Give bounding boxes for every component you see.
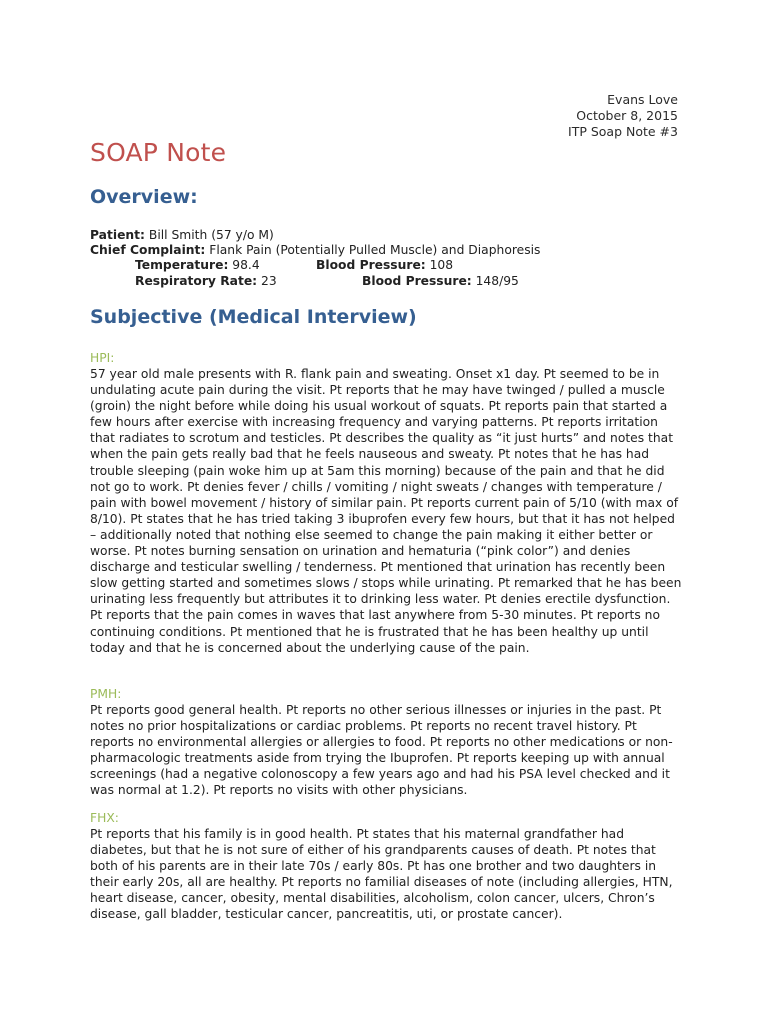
overview-heading: Overview: bbox=[90, 186, 198, 208]
vitals-row-2 bbox=[90, 274, 690, 289]
respiratory-rate-label: Respiratory Rate: bbox=[135, 273, 258, 288]
fhx-label: FHX: bbox=[90, 811, 119, 825]
chief-complaint-label: Chief Complaint: bbox=[90, 243, 206, 258]
respiratory-rate-value: 23 bbox=[257, 273, 277, 288]
document-header bbox=[568, 92, 678, 140]
temperature bbox=[135, 258, 260, 273]
patient-line bbox=[90, 228, 690, 243]
blood-pressure-1 bbox=[316, 258, 453, 273]
patient-info bbox=[90, 228, 690, 289]
note-id: ITP Soap Note #3 bbox=[568, 124, 678, 139]
subjective-heading: Subjective (Medical Interview) bbox=[90, 306, 417, 328]
vitals-row-1 bbox=[90, 258, 690, 273]
pmh-text: Pt reports good general health. Pt reports no other serious illnesses or injuries in the past. Pt notes no prior hospitalizations or cardiac problems. Pt reports no recent travel history. Pt reports no environmental allergies or allergies to food. Pt reports no other medications or non-pharmacologic treatments aside from trying the Ibuprofen. Pt reports keeping up with annual screenings (had a negative colonoscopy a few years ago and had his PSA level checked and it was normal at 1.2). Pt reports no visits with other physicians. bbox=[90, 703, 673, 798]
fhx-text: Pt reports that his family is in good health. Pt states that his maternal grandfather had diabetes, but that he is not sure of either of his grandparents causes of death. Pt notes that both of his parents are in their late 70s / early 80s. Pt has one brother and two daughters in their early 20s, all are healthy. Pt reports no familial diseases of note (including allergies, HTN, heart disease, cancer, obesity, mental disabilities, alcoholism, colon cancer, ulcers, Chron’s disease, gall bladder, testicular cancer, pancreatitis, uti, or prostate cancer). bbox=[90, 827, 673, 922]
hpi-section bbox=[90, 350, 682, 656]
temperature-label: Temperature: bbox=[135, 258, 229, 273]
chief-complaint-line bbox=[90, 243, 690, 258]
temperature-value: 98.4 bbox=[228, 258, 260, 273]
author-name: Evans Love bbox=[607, 92, 678, 107]
hpi-label: HPI: bbox=[90, 351, 115, 365]
pmh-section bbox=[90, 686, 682, 799]
chief-complaint-value: Flank Pain (Potentially Pulled Muscle) and Diaphoresis bbox=[205, 243, 541, 258]
blood-pressure-2 bbox=[362, 274, 519, 289]
patient-label: Patient: bbox=[90, 228, 145, 242]
patient-value: Bill Smith (57 y/o M) bbox=[144, 228, 274, 242]
note-date: October 8, 2015 bbox=[576, 108, 678, 123]
blood-pressure-2-label: Blood Pressure: bbox=[362, 273, 472, 288]
blood-pressure-1-label: Blood Pressure: bbox=[316, 258, 426, 273]
respiratory-rate bbox=[135, 274, 277, 289]
blood-pressure-1-value: 108 bbox=[425, 258, 454, 273]
pmh-label: PMH: bbox=[90, 687, 122, 701]
document-title: SOAP Note bbox=[90, 138, 227, 167]
fhx-section bbox=[90, 810, 682, 923]
blood-pressure-2-value: 148/95 bbox=[471, 273, 519, 288]
hpi-text: 57 year old male presents with R. flank pain and sweating. Onset x1 day. Pt seemed to be in undulating acute pain during the visit. Pt reports that he may have twinged / pulled a muscle (groin) the night before while doing his usual workout of squats. Pt reports pain that started a few hours after exercise with increasing frequency and varying patterns. Pt reports irritation that radiates to scrotum and testicles. Pt describes the quality as “it just hurts” and notes that when the pain gets really bad that he feels nauseous and sweaty. Pt notes that he has had trouble sleeping (pain woke him up at 5am this morning) because of the pain and that he did not go to work. Pt denies fever / chills / vomiting / night sweats / changes with temperature / pain with bowel movement / history of similar pain. Pt reports current pain of 5/10 (with max of 8/10). Pt states that he has tried taking 3 ibuprofen every few hours, but that it has not helped – additionally noted that nothing else seemed to change the pain making it either better or worse. Pt notes burning sensation on urination and hematuria (“pink color”) and denies discharge and testicular swelling / tenderness. Pt mentioned that urination has recently been slow getting started and sometimes slows / stops while urinating. Pt remarked that he has been urinating less frequently but attributes it to drinking less water. Pt denies erectile dysfunction. Pt reports that the pain comes in waves that last anywhere from 5-30 minutes. Pt reports no continuing conditions. Pt mentioned that he is frustrated that he has been healthy up until today and that he is concerned about the underlying cause of the pain. bbox=[90, 367, 682, 655]
